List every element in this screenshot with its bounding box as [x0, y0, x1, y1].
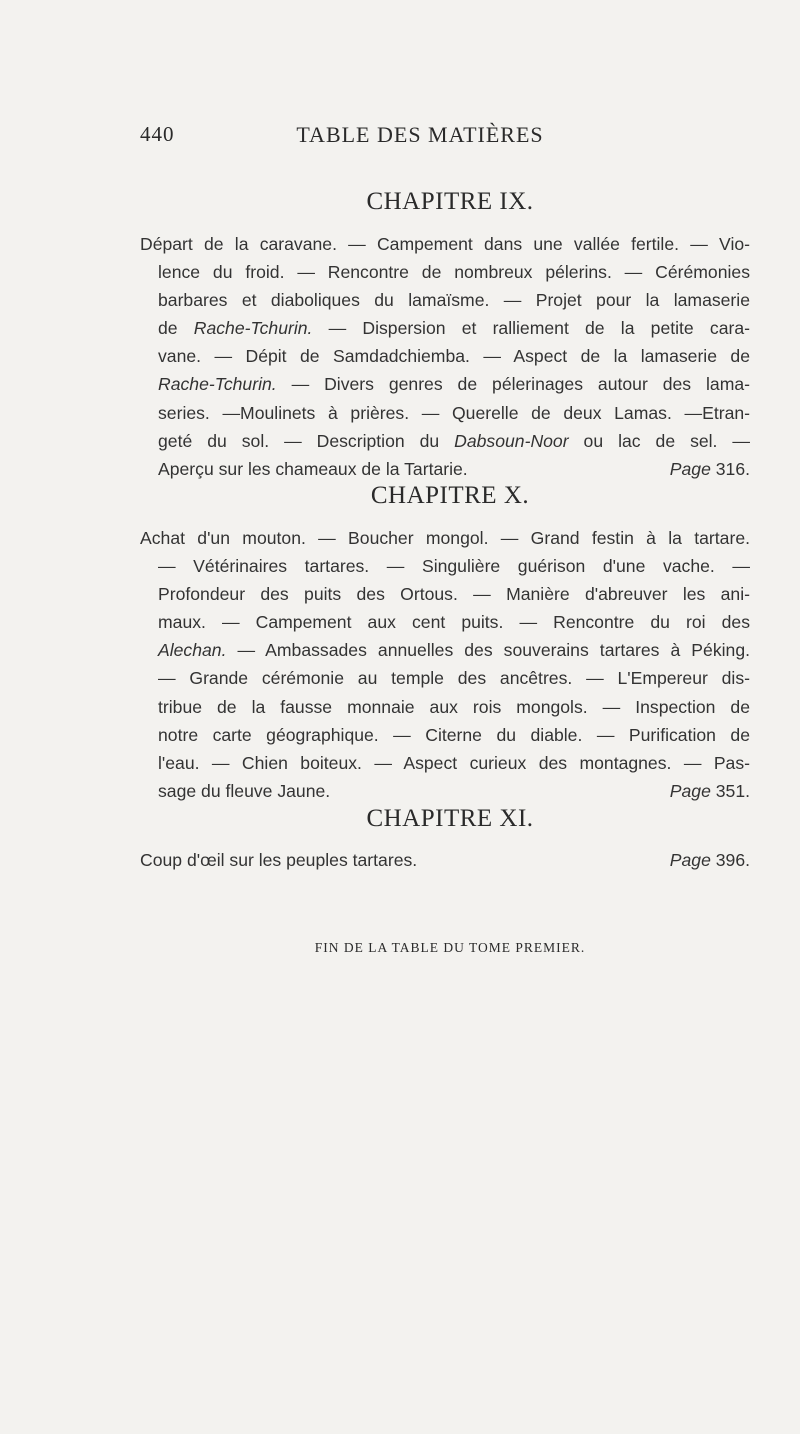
chapter-heading-x: CHAPITRE X.: [370, 482, 530, 509]
page-reference: Page 351.: [669, 780, 750, 801]
end-note: FIN DE LA TABLE DU TOME PREMIER.: [314, 940, 586, 955]
summary-line: Achat d'un mouton. — Boucher mongol. — Grand festin à la tartare.: [140, 528, 750, 548]
summary-line: — Grande cérémonie au temple des ancêtres. — L'Empereur dis-: [158, 668, 750, 689]
summary-line: barbares et diaboliques du lamaïsme. — Projet pour la lamaserie: [158, 290, 750, 311]
place-name: Alechan.: [158, 640, 227, 661]
running-head: [140, 122, 700, 152]
summary-line: Profondeur des puits des Ortous. — Manière d'abreuver les ani-: [158, 584, 750, 605]
summary-line: maux. — Campement aux cent puits. — Rencontre du roi des: [158, 612, 750, 633]
chapter-summary-xi: [140, 846, 750, 874]
summary-line: tribue de la fausse monnaie aux rois mongols. — Inspection de: [158, 696, 750, 717]
running-title: TABLE DES MATIÈRES: [296, 122, 544, 147]
page-reference: Page 396.: [669, 850, 750, 870]
summary-line: l'eau. — Chien boiteux. — Aspect curieux des montagnes. — Pas-: [158, 752, 750, 773]
summary-line: Départ de la caravane. — Campement dans une vallée fertile. — Vio-: [140, 234, 750, 254]
summary-last-line: [140, 846, 750, 874]
page-number: 440: [140, 122, 175, 146]
place-name: Rache-Tchurin.: [158, 374, 277, 395]
summary-line: de Rache-Tchurin. — Dispersion et ralliement de la petite cara-: [158, 318, 750, 339]
chapter-summary-x: [140, 524, 750, 805]
summary-last-line: [140, 455, 750, 483]
summary-line: geté du sol. — Description du Dabsoun-Noor ou lac de sel. —: [158, 430, 751, 451]
summary-line: notre carte géographique. — Citerne du diable. — Purification de: [158, 724, 750, 745]
summary-last-line: [140, 777, 750, 805]
summary-text: Aperçu sur les chameaux de la Tartarie.: [158, 458, 468, 479]
summary-line: lence du froid. — Rencontre de nombreux pélerins. — Cérémonies: [158, 262, 750, 283]
summary-line: Rache-Tchurin. — Divers genres de pélerinages autour des lama-: [158, 374, 750, 395]
summary-line: vane. — Dépit de Samdadchiemba. — Aspect de la lamaserie de: [158, 346, 750, 367]
summary-line: — Vétérinaires tartares. — Singulière guérison d'une vache. —: [158, 556, 750, 577]
chapter-heading-xi: CHAPITRE XI.: [366, 805, 534, 832]
summary-text: Coup d'œil sur les peuples tartares.: [140, 850, 418, 870]
summary-line: series. —Moulinets à prières. — Querelle de deux Lamas. —Etran-: [158, 402, 750, 423]
chapter-heading-ix: CHAPITRE IX.: [366, 188, 534, 215]
chapter-summary-ix: [140, 230, 750, 483]
summary-text: sage du fleuve Jaune.: [158, 780, 331, 801]
summary-line: Alechan. — Ambassades annuelles des souverains tartares à Péking.: [158, 640, 750, 661]
place-name: Rache-Tchurin.: [193, 318, 313, 339]
page-reference: Page 316.: [669, 458, 750, 479]
place-name: Dabsoun-Noor: [454, 430, 569, 451]
